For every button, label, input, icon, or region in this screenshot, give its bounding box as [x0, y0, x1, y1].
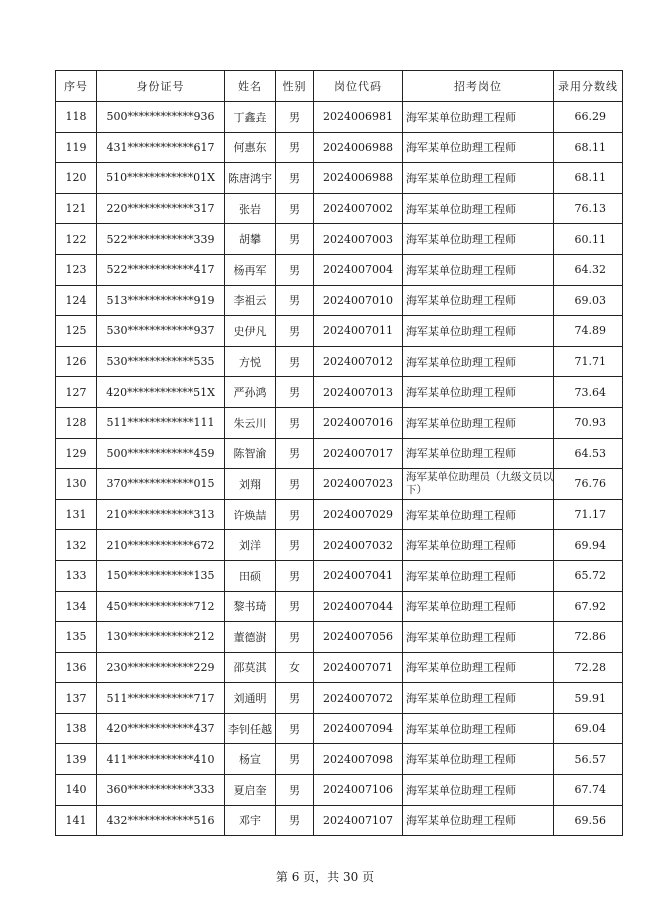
cell-post-code: 2024007071 — [314, 652, 403, 683]
cell-position: 海军某单位助理工程师 — [403, 254, 554, 285]
header-post-code: 岗位代码 — [314, 71, 403, 102]
cell-score: 72.28 — [554, 652, 623, 683]
cell-post-code: 2024007041 — [314, 560, 403, 591]
cell-name: 史伊凡 — [225, 316, 276, 347]
cell-gender: 男 — [276, 438, 314, 469]
cell-post-code: 2024007106 — [314, 775, 403, 806]
cell-gender: 女 — [276, 652, 314, 683]
cell-index: 121 — [56, 193, 97, 224]
cell-index: 136 — [56, 652, 97, 683]
cell-gender: 男 — [276, 102, 314, 133]
cell-index: 134 — [56, 591, 97, 622]
cell-id-number: 370************015 — [97, 469, 225, 500]
table-row — [56, 591, 623, 622]
cell-index: 129 — [56, 438, 97, 469]
cell-id-number: 513************919 — [97, 285, 225, 316]
table-row — [56, 407, 623, 438]
cell-position: 海军某单位助理工程师 — [403, 285, 554, 316]
cell-position: 海军某单位助理工程师 — [403, 316, 554, 347]
cell-index: 120 — [56, 163, 97, 194]
cell-post-code: 2024007016 — [314, 407, 403, 438]
cell-name: 董德澍 — [225, 622, 276, 653]
cell-gender: 男 — [276, 193, 314, 224]
cell-name: 夏启奎 — [225, 775, 276, 806]
cell-score: 76.13 — [554, 193, 623, 224]
cell-post-code: 2024007010 — [314, 285, 403, 316]
cell-name: 严孙鸿 — [225, 377, 276, 408]
cell-position: 海军某单位助理工程师 — [403, 377, 554, 408]
cell-post-code: 2024007012 — [314, 346, 403, 377]
table-row — [56, 102, 623, 133]
cell-index: 132 — [56, 530, 97, 561]
cell-name: 杨再军 — [225, 254, 276, 285]
cell-id-number: 500************936 — [97, 102, 225, 133]
cell-position: 海军某单位助理工程师 — [403, 713, 554, 744]
cell-post-code: 2024007029 — [314, 499, 403, 530]
cell-post-code: 2024007017 — [314, 438, 403, 469]
cell-score: 71.71 — [554, 346, 623, 377]
table-row — [56, 805, 623, 836]
cell-name: 陈唐鸿宇 — [225, 163, 276, 194]
cell-gender: 男 — [276, 163, 314, 194]
cell-score: 67.92 — [554, 591, 623, 622]
cell-position: 海军某单位助理工程师 — [403, 407, 554, 438]
cell-post-code: 2024007032 — [314, 530, 403, 561]
cell-id-number: 130************212 — [97, 622, 225, 653]
cell-index: 139 — [56, 744, 97, 775]
cell-id-number: 420************51X — [97, 377, 225, 408]
cell-id-number: 500************459 — [97, 438, 225, 469]
cell-id-number: 420************437 — [97, 713, 225, 744]
cell-gender: 男 — [276, 254, 314, 285]
header-name: 姓名 — [225, 71, 276, 102]
cell-gender: 男 — [276, 591, 314, 622]
cell-position: 海军某单位助理工程师 — [403, 530, 554, 561]
cell-name: 李钊任越 — [225, 713, 276, 744]
cell-position: 海军某单位助理工程师 — [403, 775, 554, 806]
cell-position: 海军某单位助理工程师 — [403, 805, 554, 836]
table-row — [56, 622, 623, 653]
cell-index: 141 — [56, 805, 97, 836]
cell-gender: 男 — [276, 530, 314, 561]
cell-score: 69.94 — [554, 530, 623, 561]
cell-score: 71.17 — [554, 499, 623, 530]
cell-index: 138 — [56, 713, 97, 744]
roster-table — [55, 70, 623, 836]
cell-score: 66.29 — [554, 102, 623, 133]
cell-post-code: 2024007003 — [314, 224, 403, 255]
cell-name: 张岩 — [225, 193, 276, 224]
cell-id-number: 530************535 — [97, 346, 225, 377]
cell-name: 田硕 — [225, 560, 276, 591]
table-row — [56, 316, 623, 347]
cell-position: 海军某单位助理工程师 — [403, 683, 554, 714]
table-row — [56, 652, 623, 683]
cell-post-code: 2024007056 — [314, 622, 403, 653]
cell-gender: 男 — [276, 499, 314, 530]
cell-score: 60.11 — [554, 224, 623, 255]
cell-index: 119 — [56, 132, 97, 163]
cell-id-number: 431************617 — [97, 132, 225, 163]
cell-gender: 男 — [276, 744, 314, 775]
cell-name: 李祖云 — [225, 285, 276, 316]
cell-post-code: 2024006981 — [314, 102, 403, 133]
cell-id-number: 530************937 — [97, 316, 225, 347]
cell-index: 140 — [56, 775, 97, 806]
table-row — [56, 744, 623, 775]
cell-index: 128 — [56, 407, 97, 438]
cell-score: 70.93 — [554, 407, 623, 438]
cell-score: 68.11 — [554, 163, 623, 194]
table-row — [56, 193, 623, 224]
cell-post-code: 2024007002 — [314, 193, 403, 224]
cell-gender: 男 — [276, 469, 314, 500]
table-row — [56, 224, 623, 255]
cell-index: 125 — [56, 316, 97, 347]
cell-post-code: 2024007023 — [314, 469, 403, 500]
cell-name: 刘通明 — [225, 683, 276, 714]
cell-id-number: 411************410 — [97, 744, 225, 775]
cell-position: 海军某单位助理工程师 — [403, 499, 554, 530]
cell-gender: 男 — [276, 316, 314, 347]
cell-id-number: 450************712 — [97, 591, 225, 622]
table-row — [56, 775, 623, 806]
cell-name: 朱云川 — [225, 407, 276, 438]
cell-score: 56.57 — [554, 744, 623, 775]
cell-id-number: 210************313 — [97, 499, 225, 530]
cell-index: 122 — [56, 224, 97, 255]
cell-id-number: 360************333 — [97, 775, 225, 806]
table-row — [56, 377, 623, 408]
table-row — [56, 530, 623, 561]
cell-id-number: 230************229 — [97, 652, 225, 683]
cell-position: 海军某单位助理工程师 — [403, 438, 554, 469]
cell-name: 刘翔 — [225, 469, 276, 500]
cell-index: 133 — [56, 560, 97, 591]
cell-score: 65.72 — [554, 560, 623, 591]
cell-name: 黎书琦 — [225, 591, 276, 622]
cell-id-number: 522************339 — [97, 224, 225, 255]
header-id-number: 身份证号 — [97, 71, 225, 102]
page-footer: 第 6 页，共 30 页 — [275, 870, 375, 884]
cell-post-code: 2024007044 — [314, 591, 403, 622]
cell-id-number: 511************717 — [97, 683, 225, 714]
table-row — [56, 285, 623, 316]
cell-id-number: 511************111 — [97, 407, 225, 438]
cell-name: 方悦 — [225, 346, 276, 377]
cell-post-code: 2024006988 — [314, 163, 403, 194]
cell-position: 海军某单位助理工程师 — [403, 622, 554, 653]
cell-post-code: 2024007094 — [314, 713, 403, 744]
cell-score: 64.53 — [554, 438, 623, 469]
cell-id-number: 432************516 — [97, 805, 225, 836]
cell-name: 许焕喆 — [225, 499, 276, 530]
cell-post-code: 2024007098 — [314, 744, 403, 775]
table-row — [56, 132, 623, 163]
cell-score: 69.56 — [554, 805, 623, 836]
table-row — [56, 346, 623, 377]
cell-position: 海军某单位助理工程师 — [403, 224, 554, 255]
cell-post-code: 2024007013 — [314, 377, 403, 408]
cell-id-number: 210************672 — [97, 530, 225, 561]
cell-post-code: 2024006988 — [314, 132, 403, 163]
cell-score: 64.32 — [554, 254, 623, 285]
cell-index: 126 — [56, 346, 97, 377]
cell-index: 137 — [56, 683, 97, 714]
cell-gender: 男 — [276, 805, 314, 836]
cell-gender: 男 — [276, 407, 314, 438]
table-row — [56, 163, 623, 194]
cell-score: 74.89 — [554, 316, 623, 347]
cell-score: 67.74 — [554, 775, 623, 806]
cell-name: 邵莫淇 — [225, 652, 276, 683]
cell-index: 131 — [56, 499, 97, 530]
cell-score: 73.64 — [554, 377, 623, 408]
cell-id-number: 220************317 — [97, 193, 225, 224]
cell-score: 72.86 — [554, 622, 623, 653]
cell-score: 69.04 — [554, 713, 623, 744]
cell-gender: 男 — [276, 622, 314, 653]
cell-gender: 男 — [276, 285, 314, 316]
cell-id-number: 150************135 — [97, 560, 225, 591]
cell-index: 123 — [56, 254, 97, 285]
cell-score: 69.03 — [554, 285, 623, 316]
table-row — [56, 683, 623, 714]
cell-position: 海军某单位助理工程师 — [403, 132, 554, 163]
cell-name: 刘洋 — [225, 530, 276, 561]
cell-index: 127 — [56, 377, 97, 408]
cell-gender: 男 — [276, 346, 314, 377]
cell-index: 130 — [56, 469, 97, 500]
cell-position: 海军某单位助理工程师 — [403, 346, 554, 377]
header-position: 招考岗位 — [403, 71, 554, 102]
cell-position: 海军某单位助理工程师 — [403, 652, 554, 683]
cell-name: 杨宣 — [225, 744, 276, 775]
cell-score: 59.91 — [554, 683, 623, 714]
table-row — [56, 469, 623, 500]
cell-name: 邓宇 — [225, 805, 276, 836]
table-row — [56, 499, 623, 530]
cell-index: 118 — [56, 102, 97, 133]
cell-gender: 男 — [276, 560, 314, 591]
cell-post-code: 2024007004 — [314, 254, 403, 285]
table-header-row — [56, 71, 623, 102]
cell-name: 胡攀 — [225, 224, 276, 255]
cell-gender: 男 — [276, 377, 314, 408]
cell-position: 海军某单位助理工程师 — [403, 102, 554, 133]
cell-gender: 男 — [276, 683, 314, 714]
header-score: 录用分数线 — [554, 71, 623, 102]
cell-id-number: 510************01X — [97, 163, 225, 194]
cell-gender: 男 — [276, 713, 314, 744]
cell-post-code: 2024007107 — [314, 805, 403, 836]
cell-id-number: 522************417 — [97, 254, 225, 285]
header-index: 序号 — [56, 71, 97, 102]
cell-position: 海军某单位助理工程师 — [403, 193, 554, 224]
cell-score: 76.76 — [554, 469, 623, 500]
cell-position: 海军某单位助理工程师 — [403, 163, 554, 194]
table-row — [56, 254, 623, 285]
table-row — [56, 438, 623, 469]
cell-gender: 男 — [276, 775, 314, 806]
cell-post-code: 2024007011 — [314, 316, 403, 347]
cell-position: 海军某单位助理工程师 — [403, 744, 554, 775]
cell-name: 何惠东 — [225, 132, 276, 163]
cell-name: 丁鑫垚 — [225, 102, 276, 133]
table-row — [56, 560, 623, 591]
cell-gender: 男 — [276, 224, 314, 255]
cell-position: 海军某单位助理工程师 — [403, 560, 554, 591]
cell-post-code: 2024007072 — [314, 683, 403, 714]
cell-name: 陈智渝 — [225, 438, 276, 469]
cell-gender: 男 — [276, 132, 314, 163]
cell-index: 124 — [56, 285, 97, 316]
cell-position: 海军某单位助理工程师 — [403, 591, 554, 622]
cell-position: 海军某单位助理员（九级文员以下） — [403, 469, 554, 500]
cell-index: 135 — [56, 622, 97, 653]
table-row — [56, 713, 623, 744]
cell-score: 68.11 — [554, 132, 623, 163]
header-gender: 性别 — [276, 71, 314, 102]
